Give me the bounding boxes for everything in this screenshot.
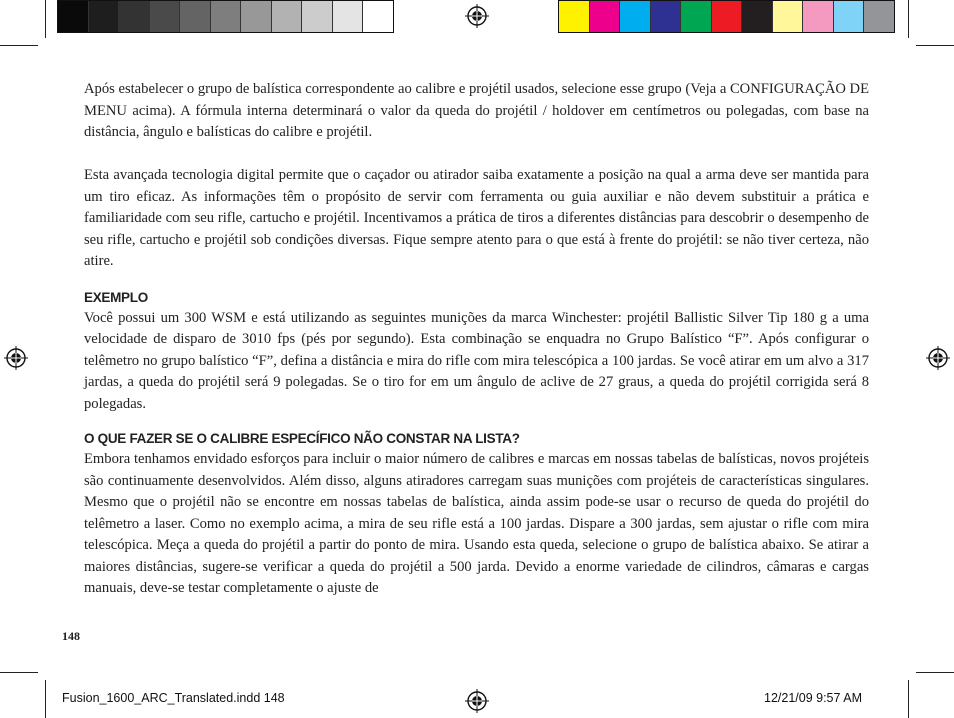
- grayscale-swatch-8: [272, 1, 303, 32]
- heading-caliber-not-listed: O QUE FAZER SE O CALIBRE ESPECÍFICO NÃO CONSTAR NA LISTA?: [84, 431, 520, 446]
- crop-mark-top-right-v: [908, 0, 909, 38]
- grayscale-swatch-11: [363, 1, 393, 32]
- process-color-swatch-2: [590, 1, 621, 32]
- grayscale-swatch-5: [180, 1, 211, 32]
- slug-timestamp: 12/21/09 9:57 AM: [764, 691, 862, 705]
- process-color-swatch-7: [742, 1, 773, 32]
- process-color-swatch-10: [834, 1, 865, 32]
- crop-mark-bottom-left-h: [0, 672, 38, 673]
- crop-mark-bottom-left-v: [45, 680, 46, 718]
- grayscale-swatch-4: [150, 1, 181, 32]
- process-color-swatch-5: [681, 1, 712, 32]
- registration-mark-right-icon: [926, 346, 950, 370]
- registration-mark-left-icon: [4, 346, 28, 370]
- paragraph-caliber-not-listed: Embora tenhamos envidado esforços para incluir o maior número de calibres e marcas em nossas tabelas de balísticas, novos projéteis são continuamente desenvolvidos. Além disso, alguns atiradores carregam suas munições com projéteis de características singulares. Mesmo que o projétil não se encontre em nossas tabelas de balística, ainda assim pode-se usar o recurso de queda do projétil do telêmetro a laser. Como no exemplo acima, a mira de seu rifle está a 100 jardas. Dispare a 300 jardas, sem ajustar o rifle com mira telescópica. Meça a queda do projétil a partir do ponto de mira. Usando esta queda, selecione o grupo de balística abaixo. Se atirar a maiores distâncias, sugere-se verificar a queda do projétil a 500 jarda. Devido a enorme variedade de cilindros, câmaras e cargas manuais, deve-se testar completamente o ajuste de: [84, 451, 869, 596]
- heading-exemplo: EXEMPLO: [84, 289, 148, 305]
- grayscale-swatch-6: [211, 1, 242, 32]
- process-color-swatch-4: [651, 1, 682, 32]
- process-color-swatch-8: [773, 1, 804, 32]
- process-color-swatch-6: [712, 1, 743, 32]
- paragraph-ballistic-group: Após estabelecer o grupo de balística correspondente ao calibre e projétil usados, selecione esse grupo (Veja a CONFIGURAÇÃO DE MENU acima). A fórmula interna determinará o valor da queda do projétil / holdover em centímetros ou polegadas, com base na distância, ângulo e balísticas do calibre e projétil.: [84, 81, 869, 140]
- paragraph-digital-technology: Esta avançada tecnologia digital permite que o caçador ou atirador saiba exatamente a posição na qual a arma deve ser mantida para um tiro eficaz. As informações têm o propósito de servir com ferramenta ou guia auxiliar e não devem substituir a prática e familiaridade com seu rifle, cartucho e projétil. Incentivamos a prática de tiros a diferentes distâncias para descobrir o desempenho de seu rifle, cartucho e projétil sob condições diversas. Fique sempre atento para o que está à frente do projétil: se não tiver certeza, não atire.: [84, 167, 869, 269]
- process-color-swatch-9: [803, 1, 834, 32]
- page-number: 148: [62, 629, 80, 643]
- crop-mark-top-left-v: [45, 0, 46, 38]
- grayscale-swatch-1: [58, 1, 89, 32]
- color-swatch-strip: [558, 0, 895, 33]
- crop-mark-top-left-h: [0, 45, 38, 46]
- grayscale-swatch-2: [89, 1, 120, 32]
- paragraph-example: Você possui um 300 WSM e está utilizando as seguintes munições da marca Winchester: projétil Ballistic Silver Tip 180 g a uma velocidade de disparo de 3010 fps (pés por segundo). Esta combinação se enquadra no Grupo Balístico “F”. Após configurar o telêmetro no grupo balístico “F”, defina a distância e mira do rifle com mira telescópica a 100 jardas. Se você atirar em um alvo a 317 jardas, a queda do projétil será 9 polegadas. Se o tiro for em um ângulo de aclive de 27 graus, a queda do projétil corrigida será 8 polegadas.: [84, 309, 869, 412]
- slug-file-name: Fusion_1600_ARC_Translated.indd 148: [62, 691, 285, 705]
- registration-mark-bottom-icon: [465, 689, 489, 713]
- crop-mark-bottom-right-v: [908, 680, 909, 718]
- process-color-swatch-11: [864, 1, 894, 32]
- registration-mark-top-icon: [465, 4, 489, 28]
- grayscale-swatch-10: [333, 1, 364, 32]
- crop-mark-top-right-h: [916, 45, 954, 46]
- grayscale-swatch-strip: [57, 0, 394, 33]
- grayscale-swatch-9: [302, 1, 333, 32]
- grayscale-swatch-3: [119, 1, 150, 32]
- process-color-swatch-3: [620, 1, 651, 32]
- crop-mark-bottom-right-h: [916, 672, 954, 673]
- process-color-swatch-1: [559, 1, 590, 32]
- page-body: [84, 79, 869, 600]
- grayscale-swatch-7: [241, 1, 272, 32]
